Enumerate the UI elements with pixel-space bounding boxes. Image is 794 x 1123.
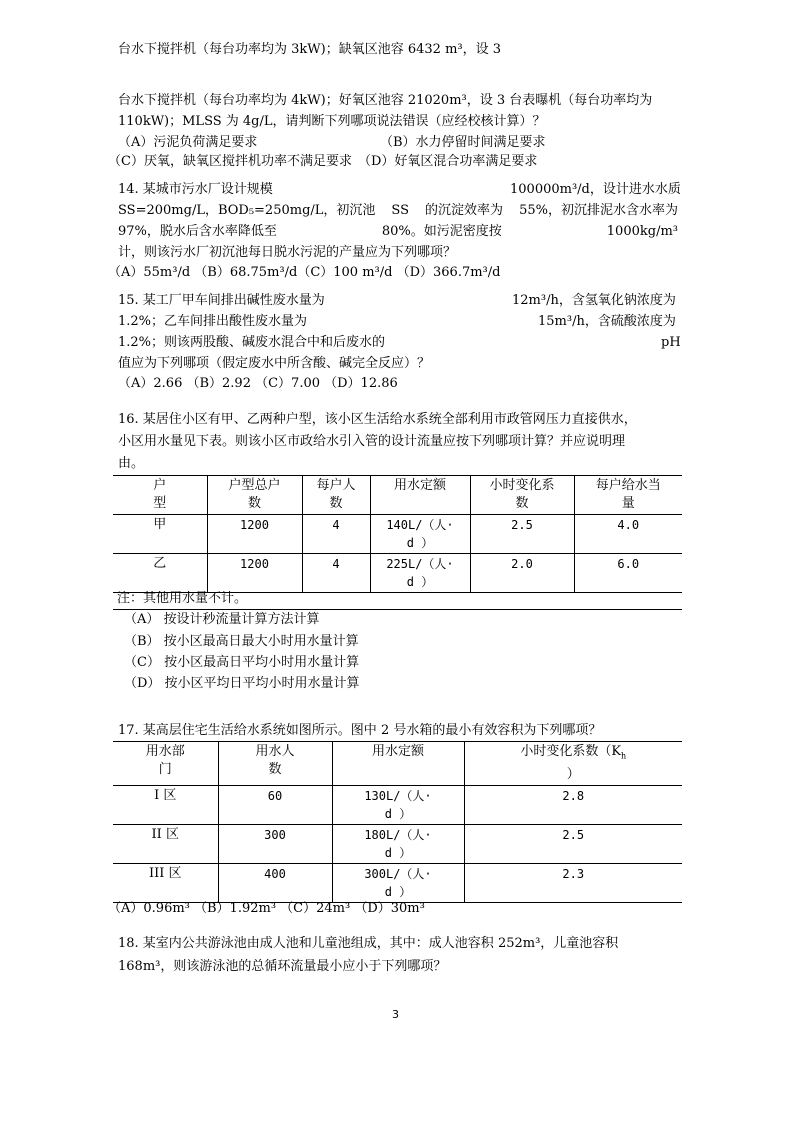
q14-line-2-a: SS=200mg/L，BOD₅=250mg/L，初沉池 <box>118 203 376 218</box>
q18-line-2: 168m³，则该游泳池的总循环流量最小应小于下列哪项？ <box>118 959 447 974</box>
q13-option-c: （C）厌氧，缺氧区搅拌机功率不满足要求 <box>108 154 352 169</box>
q14-line-3-c: 1000kg/m³ <box>606 224 678 239</box>
q16-line-1: 16. 某居住小区有甲、乙两种户型，该小区生活给水系统全部利用市政管网压力直接供水， <box>118 412 637 427</box>
q16-option-c: （C） 按小区最高日平均小时用水量计算 <box>124 655 360 670</box>
q15-line-1-left: 15. 某工厂甲车间排出碱性废水量为 <box>118 293 325 308</box>
q16-line-3: 由。 <box>118 456 145 471</box>
header-water-quota: 用水定额 <box>332 742 464 786</box>
q16-table-note: 注：其他用水量不计。 <box>117 591 248 606</box>
header-hourly-coefficient: 小时变化系 数 <box>470 476 574 515</box>
q16-water-usage-table <box>113 475 682 593</box>
q15-line-1-right: 12m³/h，含氢氧化钠浓度为 <box>512 293 676 308</box>
q14-line-2 <box>118 201 678 221</box>
q13-line-3: 110kW)；MLSS 为 4g/L，请判断下列哪项说法错误（应经校核计算）？ <box>118 114 546 129</box>
q14-line-1-left: 14. 某城市污水厂设计规模 <box>118 182 273 197</box>
table-row: 甲 1200 4 140L/（人· d ） 2.5 4.0 <box>113 515 682 554</box>
header-total-households: 户型总户 数 <box>207 476 302 515</box>
q15-line-2-left: 1.2%；乙车间排出酸性废水量为 <box>118 314 308 329</box>
q17-line-1: 17. 某高层住宅生活给水系统如图所示。图中 2 号水箱的最小有效容积为下列哪项？ <box>118 723 602 738</box>
q13-option-d: （D）好氧区混合功率满足要求 <box>358 154 538 169</box>
q13-line-2: 台水下搅拌机（每台功率均为 4kW)；好氧区池容 21020m³，设 3 台表曝机（每台功率均为 <box>118 93 653 108</box>
q13-option-a: （A）污泥负荷满足要求 <box>118 135 258 150</box>
q15-line-3-right: pH <box>661 335 681 350</box>
q15-options: （A）2.66 （B）2.92 （C）7.00 （D）12.86 <box>118 376 398 391</box>
header-department: 用水部 门 <box>113 742 218 786</box>
q16-option-a: （A） 按设计秒流量计算方法计算 <box>124 612 320 627</box>
q15-line-2-right: 15m³/h，含硫酸浓度为 <box>538 314 676 329</box>
q14-line-2-c: 的沉淀效率为 <box>425 203 504 218</box>
header-hourly-coefficient: 小时变化系数（$K_h$ ） <box>464 742 682 786</box>
header-fixture-units: 每户给水当 量 <box>574 476 682 515</box>
q14-options: （A）55m³/d （B）68.75m³/d（C）100 m³/d （D）366.7m³/d <box>108 265 501 280</box>
q14-line-3 <box>118 222 678 242</box>
q14-line-3-a: 97%，脱水后含水率降低至 <box>118 224 277 239</box>
q14-line-1-right: 100000m³/d，设计进水水质 <box>510 182 681 197</box>
q17-table-header-row <box>113 742 682 786</box>
q14-line-4: 计，则该污水厂初沉池每日脱水污泥的产量应为下列哪项？ <box>118 245 457 260</box>
page-number: 3 <box>392 1008 399 1021</box>
q13-option-b: （B）水力停留时间满足要求 <box>380 135 546 150</box>
q18-line-1: 18. 某室内公共游泳池由成人池和儿童池组成，其中：成人池容积 252m³，儿童池容积 <box>118 936 619 951</box>
q17-water-usage-table <box>113 741 682 903</box>
q16-option-d: （D） 按小区平均日平均小时用水量计算 <box>124 676 360 691</box>
q13-line-1: 台水下搅拌机（每台功率均为 3kW)；缺氧区池容 6432 m³，设 3 <box>118 42 502 57</box>
header-persons-per-household: 每户人 数 <box>302 476 370 515</box>
q15-line-3-left: 1.2%；则该两股酸、碱废水混合中和后废水的 <box>118 335 386 350</box>
q14-line-2-b: SS <box>391 203 410 218</box>
header-water-quota: 用水定额 <box>370 476 470 515</box>
table-row: I 区 60 130L/（人· d ） 2.8 <box>113 785 682 824</box>
q16-table-header-row <box>113 476 682 515</box>
q14-line-3-b: 80%。如污泥密度按 <box>381 224 502 239</box>
table-row: 乙 1200 4 225L/（人· d ） 2.0 6.0 <box>113 554 682 593</box>
table-row: III 区 400 300L/（人· d ） 2.3 <box>113 863 682 902</box>
header-users: 用水人 数 <box>218 742 332 786</box>
header-unit-type: 户 型 <box>113 476 207 515</box>
q16-line-2: 小区用水量见下表。则该小区市政给水引入管的设计流量应按下列哪项计算？并应说明理 <box>118 434 626 449</box>
q14-line-2-d: 55%，初沉排泥水含水率为 <box>519 203 678 218</box>
q16-option-b: （B） 按小区最高日最大小时用水量计算 <box>124 634 359 649</box>
table-row: II 区 300 180L/（人· d ） 2.5 <box>113 824 682 863</box>
q17-options: （A）0.96m³ （B）1.92m³ （C）24m³ （D）30m³ <box>108 901 425 916</box>
q15-line-4: 值应为下列哪项（假定废水中所含酸、碱完全反应）？ <box>118 356 431 371</box>
